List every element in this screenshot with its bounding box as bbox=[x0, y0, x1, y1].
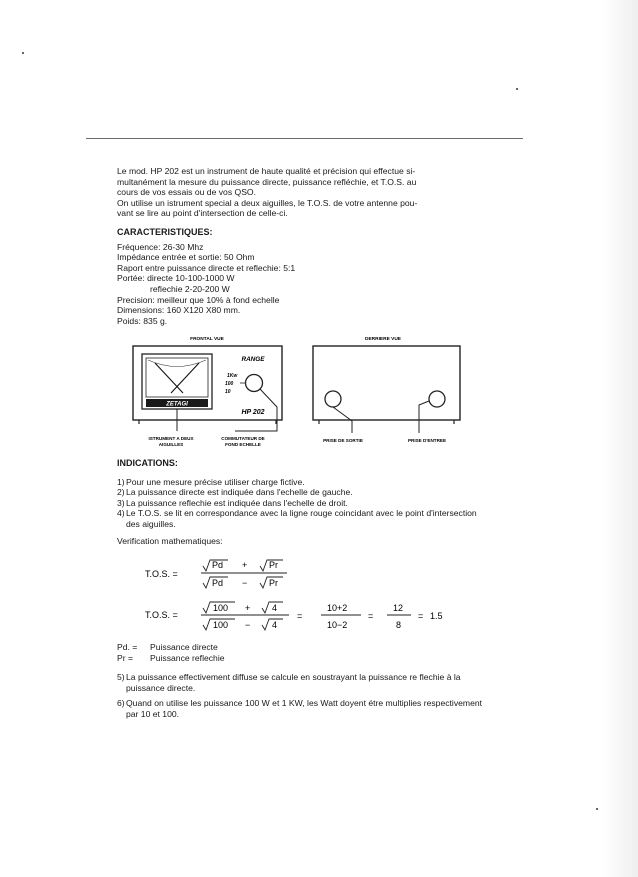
note-text: La puissance effectivement diffuse se calcule en soustrayant la puissance re flechie à la puissance directe. bbox=[126, 672, 461, 693]
legend-value: Puissance directe bbox=[150, 642, 218, 652]
legend-row bbox=[117, 653, 417, 664]
formula-pr: Pr bbox=[269, 560, 278, 570]
indications-heading: INDICATIONS: bbox=[117, 458, 178, 468]
intro-line: Le mod. HP 202 est un instrument de haute qualité et précision qui effectue si- bbox=[117, 166, 416, 176]
tos-label: T.O.S. = bbox=[145, 569, 178, 579]
indication-text: Pour une mesure précise utiliser charge fictive. bbox=[126, 476, 305, 487]
spec-line: Impédance entrée et sortie: 50 Ohm bbox=[117, 252, 255, 263]
formula-result: 1.5 bbox=[430, 611, 443, 621]
formula-plus: + bbox=[245, 603, 251, 613]
tos-formula-general bbox=[145, 560, 287, 588]
legend-key: Pd. = bbox=[117, 642, 138, 652]
indication-item bbox=[117, 498, 487, 509]
input-socket bbox=[429, 391, 445, 407]
indication-number: 1) bbox=[117, 476, 125, 487]
indication-text: La puissance directe est indiquée dans l'echelle de gauche. bbox=[126, 487, 353, 498]
caracteristiques-heading: CARACTERISTIQUES: bbox=[117, 226, 213, 237]
formula-minus: − bbox=[245, 620, 251, 630]
spec-line: Raport entre puissance directe et reflechie: 5:1 bbox=[117, 262, 296, 273]
notes-section bbox=[117, 672, 487, 724]
note-item bbox=[117, 698, 487, 719]
range-switch-knob bbox=[246, 375, 263, 392]
caption-output: PRISE DE SORTIE bbox=[323, 438, 363, 443]
caption-instrument-2: AIGUILLES bbox=[158, 442, 184, 447]
indication-number: 4) bbox=[117, 508, 125, 519]
indication-text: La puissance reflechie est indiquée dans l'echelle de droit. bbox=[126, 497, 348, 508]
formula-pd: Pd bbox=[212, 578, 224, 588]
scan-edge-line bbox=[86, 138, 523, 139]
scan-speck bbox=[516, 88, 518, 90]
indication-item bbox=[117, 487, 487, 498]
twin-needle-meter bbox=[142, 354, 212, 409]
spec-line: Fréquence: 26-30 Mhz bbox=[117, 241, 204, 252]
formula-equals: = bbox=[368, 611, 374, 621]
note-item bbox=[117, 672, 487, 693]
indication-text: Le T.O.S. se lit en correspondance avec la ligne rouge coincidant avec le point d'intersection des aiguilles. bbox=[126, 508, 477, 529]
spec-line: Poids: 835 g. bbox=[117, 315, 168, 326]
output-socket bbox=[325, 391, 341, 407]
model-label: HP 202 bbox=[241, 409, 265, 416]
formula-100: 100 bbox=[213, 603, 229, 613]
caption-input: PRISE D'ENTREE bbox=[407, 438, 447, 443]
caption-commutateur-2: FOND ECHELLE bbox=[225, 442, 261, 447]
brand-label: ZETAGI bbox=[166, 401, 188, 408]
formula-equals: = bbox=[297, 611, 303, 621]
spec-line: Precision: meilleur que 10% à fond echelle bbox=[117, 294, 280, 305]
tos-formulas bbox=[117, 556, 487, 636]
indication-number: 3) bbox=[117, 497, 125, 508]
range-10-label: 10 bbox=[225, 389, 231, 395]
spec-line: Dimensions: 160 X120 X80 mm. bbox=[117, 305, 241, 316]
scan-speck bbox=[596, 808, 598, 810]
tos-formula-example bbox=[145, 602, 443, 630]
legend-value: Puissance reflechie bbox=[150, 652, 225, 663]
formula-plus: + bbox=[242, 560, 248, 570]
note-text: Quand on utilise les puissance 100 W et 1 KW, les Watt doyent étre multiplies respectivement par 10 et 100. bbox=[126, 698, 483, 719]
abbreviation-legend bbox=[117, 642, 417, 663]
indications-section bbox=[117, 458, 487, 546]
note-number: 5) bbox=[117, 672, 125, 682]
range-1k-label: 1Kw bbox=[227, 373, 238, 379]
spec-line: reflechie 2-20-200 W bbox=[150, 283, 230, 294]
scan-edge-shadow bbox=[602, 0, 638, 877]
intro-line: vant se lire au point d'intersection de celle-ci. bbox=[117, 208, 288, 219]
note-number: 6) bbox=[117, 698, 125, 709]
formula-4: 4 bbox=[272, 603, 278, 613]
indication-item bbox=[117, 477, 487, 488]
indication-number: 2) bbox=[117, 487, 125, 498]
range-label: RANGE bbox=[241, 356, 265, 363]
intro-line: On utilise un istrument special a deux aiguilles, le T.O.S. de votre antenne pou- bbox=[117, 197, 418, 208]
spec-line: Portée: directe 10-100-1000 W bbox=[117, 273, 235, 284]
rear-panel bbox=[313, 346, 460, 433]
legend-row bbox=[117, 642, 417, 653]
frac2-denominator: 8 bbox=[396, 620, 402, 630]
formula-pr: Pr bbox=[269, 578, 278, 588]
frac2-numerator: 12 bbox=[393, 603, 404, 613]
caption-commutateur: COMMUTATEUR DE bbox=[221, 436, 265, 441]
formula-minus: − bbox=[242, 578, 248, 588]
intro-line: cours de vos essais ou de vos QSO. bbox=[117, 187, 256, 198]
caption-instrument: ISTRUMENT A DEUX bbox=[148, 436, 194, 441]
device-diagram bbox=[117, 333, 487, 451]
rear-view-label: DERRIERE VUE bbox=[365, 337, 401, 342]
intro-line: multanément la mesure du puissance directe, puissance refléchie, et T.O.S. au bbox=[117, 176, 417, 187]
frac1-denominator: 10−2 bbox=[327, 620, 348, 630]
document-body bbox=[117, 166, 487, 326]
formula-pd: Pd bbox=[212, 560, 224, 570]
formula-equals: = bbox=[418, 611, 424, 621]
tos-label: T.O.S. = bbox=[145, 610, 178, 620]
frac1-numerator: 10+2 bbox=[327, 603, 348, 613]
range-100-label: 100 bbox=[225, 381, 234, 387]
indication-item bbox=[117, 508, 487, 529]
front-panel bbox=[133, 346, 282, 431]
intro-paragraph bbox=[117, 166, 487, 219]
verification-heading: Verification mathematiques: bbox=[117, 535, 223, 546]
caracteristiques-list bbox=[117, 242, 487, 327]
front-view-label: FRONTAL VUE bbox=[190, 337, 224, 342]
formula-4: 4 bbox=[272, 620, 278, 630]
scan-speck bbox=[22, 52, 24, 54]
formula-100: 100 bbox=[213, 620, 229, 630]
legend-key: Pr = bbox=[117, 652, 133, 663]
